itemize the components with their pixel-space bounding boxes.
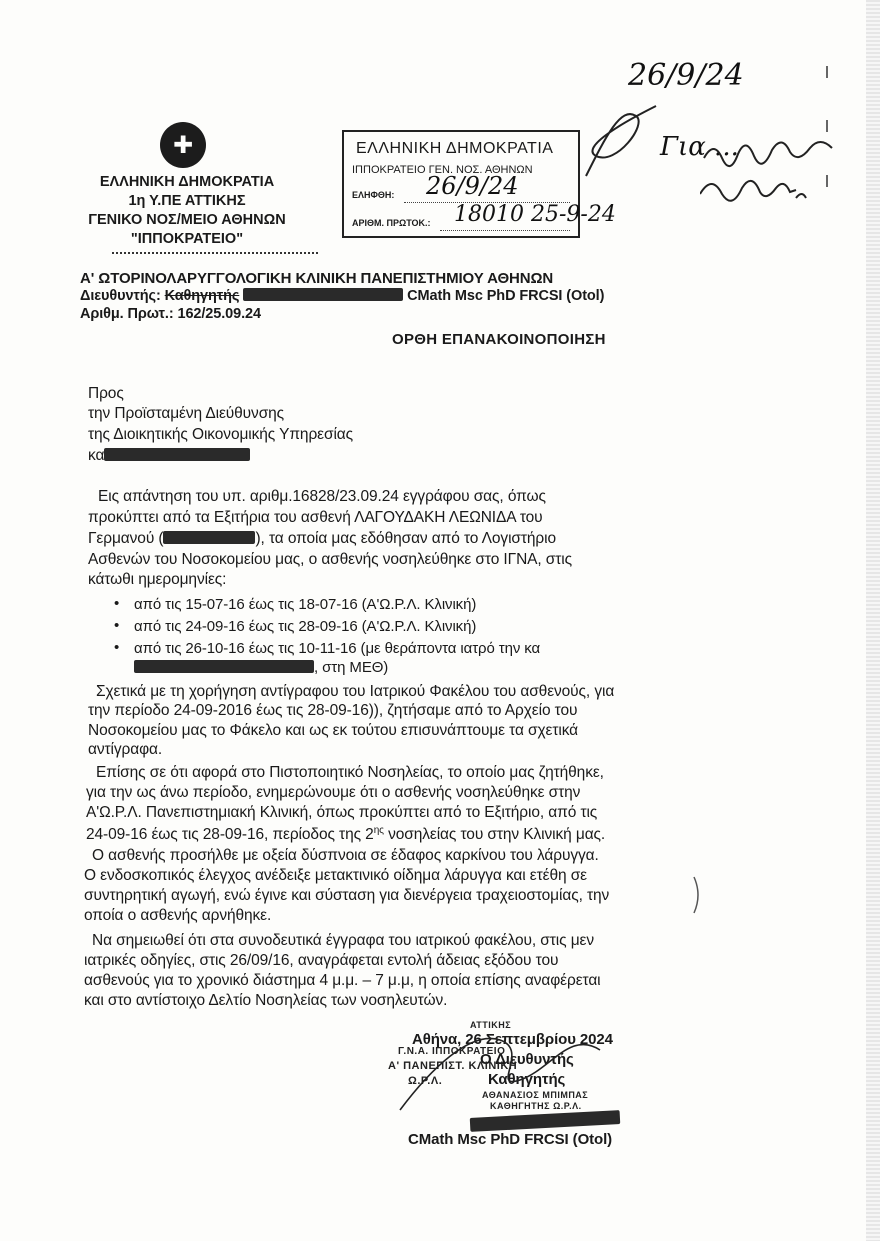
handwritten-scribble — [700, 128, 840, 208]
bullet-item-cont — [134, 659, 388, 676]
director-credentials: CMath Msc PhD FRCSI (Otol) — [407, 288, 605, 304]
stamp-line: ΕΛΗΦΘΗ: — [352, 190, 395, 200]
signature-role: Ο Διευθυντής — [480, 1051, 574, 1068]
body-text: , στη ΜΕΘ) — [314, 659, 389, 676]
bullet-item: από τις 24-09-16 έως τις 28-09-16 (Α'Ω.Ρ.Λ. Κλινική) — [134, 618, 477, 635]
stamp-handwritten-number: 18010 25-9-24 — [454, 202, 616, 227]
body-line: Σχετικά με τη χορήγηση αντίγραφου του Ιατρικού Φακέλου του ασθενούς, για — [96, 683, 615, 700]
superscript: ης — [373, 825, 384, 836]
body-line: Επίσης σε ότι αφορά στο Πιστοποιητικό Νοσηλείας, το οποίο μας ζητήθηκε, — [96, 764, 604, 781]
recipient-line: την Προϊσταμένη Διεύθυνσης — [88, 405, 285, 422]
body-text: Γερμανού ( — [88, 530, 164, 547]
org-line: "ΙΠΠΟΚΡΑΤΕΙΟ" — [130, 231, 244, 247]
body-line: για την ως άνω περίοδο, ενημερώνουμε ότι ο ασθενής νοσηλεύθηκε στην — [86, 784, 581, 801]
body-line: και στο αντίστοιχο Δελτίο Νοσηλείας των νοσηλευτών. — [84, 992, 448, 1009]
body-line: οποία ο ασθενής αρνήθηκε. — [84, 907, 272, 924]
org-line: ΓΕΝΙΚΟ ΝΟΣ/ΜΕΙΟ ΑΘΗΝΩΝ — [88, 212, 286, 228]
redaction-block — [104, 448, 250, 461]
body-line: προκύπτει από τα Εξιτήρια του ασθενή ΛΑΓΟΥΔΑΚΗ ΛΕΩΝΙΔΑ του — [88, 509, 543, 526]
seal-text: Γ.Ν.Α. ΙΠΠΟΚΡΑΤΕΙΟ — [398, 1046, 506, 1057]
bullet-dot: • — [114, 595, 120, 612]
recipient-to: Προς — [88, 385, 124, 402]
body-line: Ασθενών του Νοσοκομείου μας, ο ασθενής νοσηλεύθηκε στο ΙΓΝΑ, στις — [88, 551, 573, 568]
body-line — [88, 530, 556, 548]
bullet-item: από τις 26-10-16 έως τις 10-11-16 (με θεράποντα ιατρό την κα — [134, 640, 541, 657]
body-line: κάτωθι ημερομηνίες: — [88, 571, 227, 588]
handwritten-flourish — [576, 96, 666, 186]
body-line — [86, 825, 605, 844]
seal-text: Α' ΠΑΝΕΠΙΣΤ. ΚΛΙΝΙΚΗ — [388, 1060, 518, 1072]
body-line: Ο ενδοσκοπικός έλεγχος ανέδειξε μετακτινικό οίδημα λάρυγγα και ετέθη σε — [84, 867, 587, 884]
recipient-line: της Διοικητικής Οικονομικής Υπηρεσίας — [88, 426, 354, 443]
handwritten-signature — [380, 1010, 620, 1130]
bullet-dot: • — [114, 617, 120, 634]
body-text: 24-09-16 έως τις 28-09-16, περίοδος της 2 — [86, 826, 374, 844]
margin-mark — [690, 875, 704, 915]
seal-name: ΑΘΑΝΑΣΙΟΣ ΜΠΙΜΠΑΣ — [482, 1090, 589, 1100]
handwritten-note: Για ... — [660, 132, 739, 162]
clinic-director — [80, 288, 604, 304]
protocol-stamp — [342, 130, 616, 238]
body-text: νοσηλείας του στην Κλινική μας. — [383, 826, 606, 844]
body-line: Εις απάντηση του υπ. αριθμ.16828/23.09.24 εγγράφου σας, όπως — [98, 488, 546, 505]
scan-edge — [866, 0, 880, 1241]
seal-text: Ω.Ρ.Λ. — [408, 1075, 443, 1087]
body-line: ιατρικές οδηγίες, στις 26/09/16, αναγράφεται εντολή άδειας εξόδου του — [84, 952, 559, 969]
body-line: συντηρητική αγωγή, ενώ έγινε και σύσταση για διενέργεια τραχειοστομίας, την — [84, 887, 610, 904]
stamp-rule — [440, 230, 570, 231]
redaction-block — [243, 288, 403, 301]
organization-header — [80, 173, 294, 249]
signature-title: Καθηγητής — [488, 1071, 566, 1088]
body-line: Α'Ω.Ρ.Λ. Πανεπιστημιακή Κλινική, όπως προκύπτει από το Εξιτήριο, από τις — [86, 804, 598, 821]
clinic-name: Α' ΩΤΟΡΙΝΟΛΑΡΥΓΓΟΛΟΓΙΚΗ ΚΛΙΝΙΚΗ ΠΑΝΕΠΙΣΤΗΜΙΟΥ ΑΘΗΝΩΝ — [80, 270, 554, 287]
recipient-line — [88, 447, 250, 465]
body-line: ασθενούς για το χρονικό διάστημα 4 μ.μ. – 7 μ.μ, η οποία επίσης αναφέρεται — [84, 972, 601, 989]
body-line: την περίοδο 24-09-2016 έως τις 28-09-16)), ζητήσαμε από το Αρχείο του — [88, 702, 578, 719]
director-title: Καθηγητής — [164, 288, 240, 304]
stamp-line: ΙΠΠΟΚΡΑΤΕΙΟ ΓΕΝ. ΝΟΣ. ΑΘΗΝΩΝ — [352, 164, 533, 176]
seal-text: ΑΤΤΙΚΗΣ — [470, 1020, 512, 1030]
scan-mark — [826, 66, 828, 78]
body-line: αντίγραφα. — [88, 741, 163, 758]
redaction-block — [134, 660, 314, 673]
handwritten-date: 26/9/24 — [628, 58, 744, 93]
bullet-dot: • — [114, 639, 120, 656]
stamp-handwritten-date: 26/9/24 — [426, 172, 519, 200]
stamp-line: ΑΡΙΘΜ. ΠΡΩΤΟΚ.: — [352, 218, 431, 228]
protocol-number: Αριθμ. Πρωτ.: 162/25.09.24 — [80, 306, 261, 322]
recipient-name-prefix: κα — [88, 447, 105, 464]
redaction-block — [163, 531, 255, 544]
body-line: Να σημειωθεί ότι στα συνοδευτικά έγγραφα του ιατρικού φακέλου, στις μεν — [92, 932, 595, 949]
org-line: 1η Υ.ΠΕ ΑΤΤΙΚΗΣ — [128, 193, 246, 209]
seal-sub: ΚΑΘΗΓΗΤΗΣ Ω.Ρ.Λ. — [490, 1101, 582, 1111]
body-line: Ο ασθενής προσήλθε με οξεία δύσπνοια σε έδαφος καρκίνου του λάρυγγα. — [92, 847, 599, 864]
signature-date: Αθήνα, 26 Σεπτεμβρίου 2024 — [412, 1031, 613, 1048]
org-line: ΕΛΛΗΝΙΚΗ ΔΗΜΟΚΡΑΤΙΑ — [99, 174, 275, 190]
signature-credentials: CMath Msc PhD FRCSI (Otol) — [408, 1131, 613, 1148]
bullet-item: από τις 15-07-16 έως τις 18-07-16 (Α'Ω.Ρ.Λ. Κλινική) — [134, 596, 477, 613]
stamp-line: ΕΛΛΗΝΙΚΗ ΔΗΜΟΚΡΑΤΙΑ — [356, 140, 554, 157]
body-line: Νοσοκομείου μας το Φάκελο και ως εκ τούτου επισυνάπτουμε τα σχετικά — [88, 722, 579, 739]
greek-coat-of-arms-icon: ✚ — [160, 122, 206, 168]
director-label: Διευθυντής: — [80, 288, 161, 304]
body-text: ), τα οποία μας εδόθησαν από το Λογιστήριο — [255, 530, 557, 547]
subject-heading: ΟΡΘΗ ΕΠΑΝΑΚΟΙΝΟΠΟΙΗΣΗ — [392, 331, 606, 348]
dotted-divider — [112, 252, 318, 254]
